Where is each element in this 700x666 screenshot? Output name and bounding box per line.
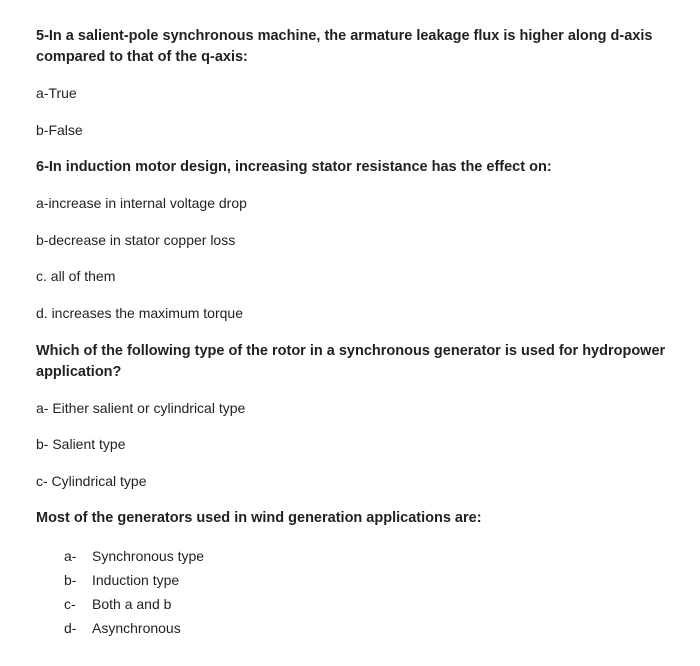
option-hydropower-b[interactable]: b- Salient type bbox=[36, 436, 126, 453]
question-block-hydropower bbox=[36, 341, 674, 492]
option-marker-wind-b: b- bbox=[64, 572, 77, 589]
option-5-b[interactable]: b-False bbox=[36, 121, 83, 138]
list-item[interactable] bbox=[64, 545, 674, 569]
option-label-wind-a: Synchronous type bbox=[92, 548, 205, 565]
option-6-c[interactable]: c. all of them bbox=[36, 268, 116, 285]
question-block-5 bbox=[36, 26, 674, 140]
question-block-wind bbox=[36, 508, 674, 640]
option-6-d[interactable]: d. increases the maximum torque bbox=[36, 305, 243, 322]
question-block-6 bbox=[36, 157, 674, 323]
question-text-wind: Most of the generators used in wind generation applications are: bbox=[36, 510, 482, 527]
option-label-wind-b: Induction type bbox=[92, 572, 180, 589]
option-marker-wind-d: d- bbox=[64, 619, 77, 636]
option-label-wind-d: Asynchronous bbox=[92, 619, 181, 636]
list-item[interactable] bbox=[64, 593, 674, 617]
question-text-5: 5-In a salient-pole synchronous machine, the armature leakage flux is higher along d-axis compared to that of the q-axis: bbox=[36, 28, 653, 66]
question-text-6: 6-In induction motor design, increasing stator resistance has the effect on: bbox=[36, 159, 552, 176]
option-6-a[interactable]: a-increase in internal voltage drop bbox=[36, 195, 247, 212]
question-text-hydropower: Which of the following type of the rotor in a synchronous generator is used for hydropower application? bbox=[36, 342, 666, 380]
option-hydropower-c[interactable]: c- Cylindrical type bbox=[36, 472, 147, 489]
option-hydropower-a[interactable]: a- Either salient or cylindrical type bbox=[36, 399, 246, 416]
list-item[interactable] bbox=[64, 569, 674, 593]
option-6-b[interactable]: b-decrease in stator copper loss bbox=[36, 231, 236, 248]
list-item[interactable] bbox=[64, 617, 674, 641]
option-list-wind bbox=[36, 545, 674, 640]
option-marker-wind-a: a- bbox=[64, 548, 77, 565]
option-label-wind-c: Both a and b bbox=[92, 596, 172, 613]
option-5-a[interactable]: a-True bbox=[36, 85, 77, 102]
option-marker-wind-c: c- bbox=[64, 596, 76, 613]
